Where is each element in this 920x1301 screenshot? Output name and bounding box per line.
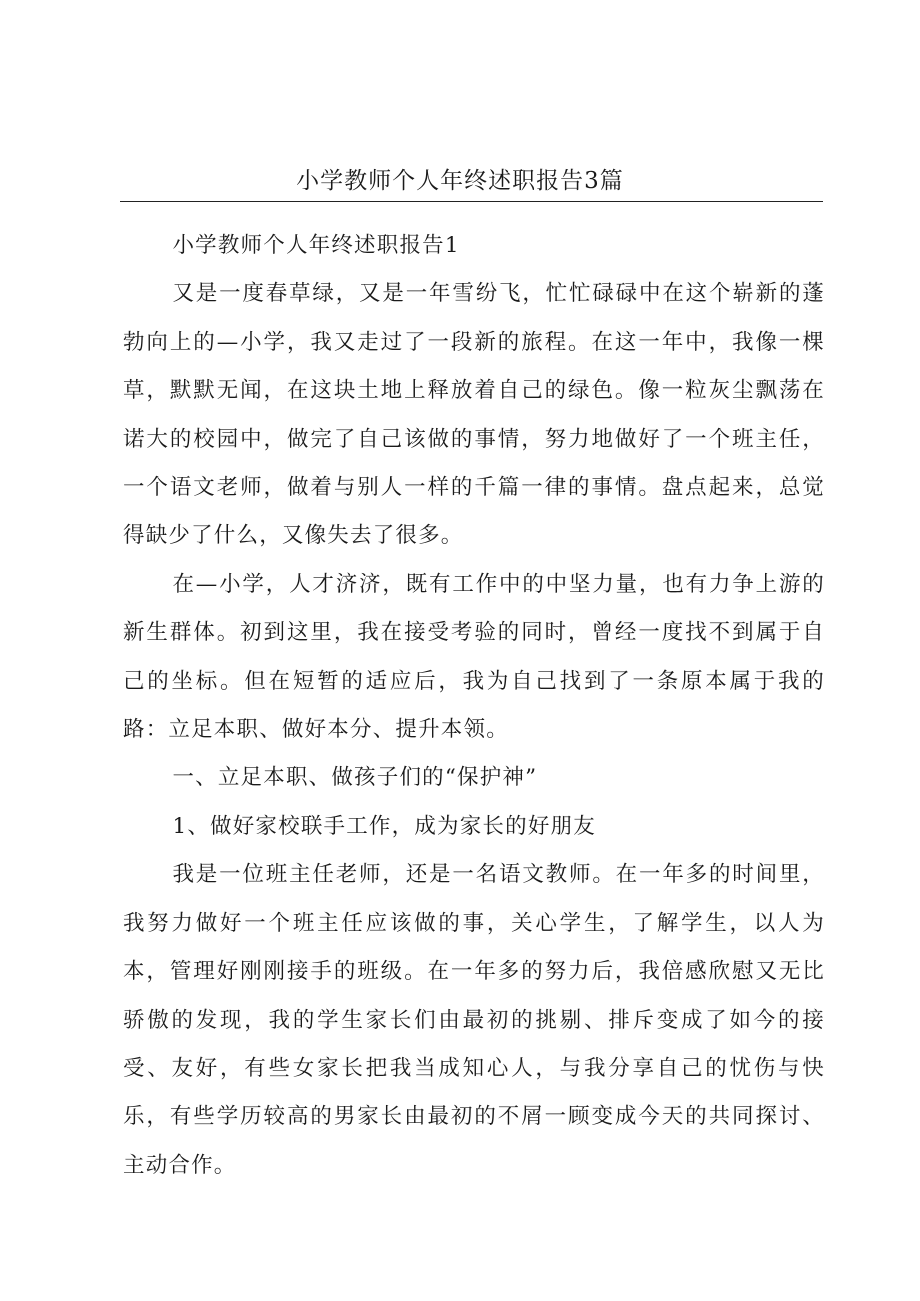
section-heading-report-1: 小学教师个人年终述职报告1: [172, 233, 460, 258]
paragraph-class-teacher: 我是一位班主任老师，还是一名语文教师。在一年多的时间里，我努力做好一个班主任应该做的事，关心学生，了解学生，以人为本，管理好刚刚接手的班级。在一年多的努力后，我倍感欣慰又无比骄傲的发现，我的学生家长们由最初的挑剔、排斥变成了如今的接受、友好，有些女家长把我当成知心人，与我分享自己的忧伤与快乐，有些学历较高的男家长由最初的不屑一顾变成今天的共同探讨、主动合作。: [123, 862, 825, 1178]
title-underline: [120, 201, 823, 202]
subsection-heading-1: 1、做好家校联手工作，成为家长的好朋友: [172, 813, 596, 839]
section-heading-one: 一、立足本职、做孩子们的“保护神”: [172, 765, 538, 791]
paragraph-intro: 又是一度春草绿，又是一年雪纷飞，忙忙碌碌中在这个崭新的蓬勃向上的—小学，我又走过了一段新的旅程。在这一年中，我像一棵草，默默无闻，在这块土地上释放着自己的绿色。像一粒灰尘飘荡在诺大的校园中，做完了自己该做的事情，努力地做好了一个班主任，一个语文老师，做着与别人一样的千篇一律的事情。盘点起来，总觉得缺少了什么，又像失去了很多。: [123, 281, 825, 549]
paragraph-finding-path: 在—小学，人才济济，既有工作中的中坚力量，也有力争上游的新生群体。初到这里，我在接受考验的同时，曾经一度找不到属于自己的坐标。但在短暂的适应后，我为自己找到了一条原本属于我的路：立足本职、做好本分、提升本领。: [123, 571, 825, 743]
document-body: [123, 222, 825, 1190]
document-title: 小学教师个人年终述职报告3篇: [296, 168, 624, 194]
